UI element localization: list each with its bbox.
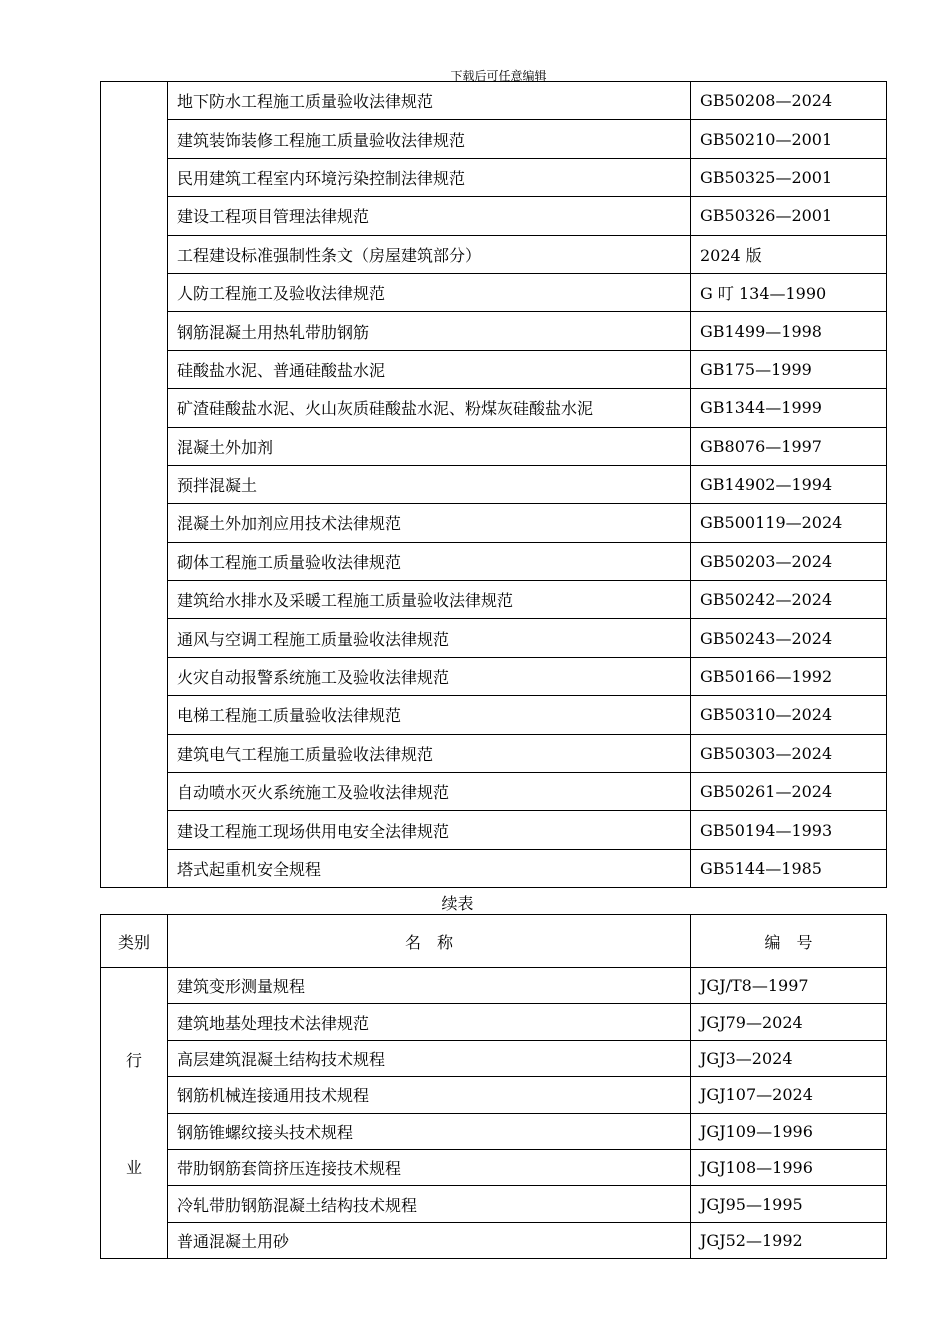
table-row — [101, 542, 887, 580]
header-category: 类别 — [101, 915, 168, 968]
standard-name: 人防工程施工及验收法律规范 — [168, 273, 691, 311]
continued-label: 续表 — [441, 894, 474, 913]
table-row — [101, 696, 887, 734]
standard-name: 普通混凝土用砂 — [168, 1222, 691, 1258]
standard-name: 自动喷水灭火系统施工及验收法律规范 — [168, 773, 691, 811]
standard-name: 建筑地基处理技术法律规范 — [168, 1004, 691, 1040]
table-row — [101, 389, 887, 427]
standard-name: 高层建筑混凝土结构技术规程 — [168, 1040, 691, 1076]
table-row — [101, 120, 887, 158]
standard-code: JGJ79—2024 — [691, 1004, 887, 1040]
table-row — [101, 1186, 887, 1222]
standard-code: GB175—1999 — [691, 350, 887, 388]
standard-name: 混凝土外加剂 — [168, 427, 691, 465]
standard-name: 带肋钢筋套筒挤压连接技术规程 — [168, 1149, 691, 1185]
table-row — [101, 273, 887, 311]
table-row — [101, 773, 887, 811]
standard-code: GB50194—1993 — [691, 811, 887, 849]
table-row — [101, 1113, 887, 1149]
standard-name: 矿渣硅酸盐水泥、火山灰质硅酸盐水泥、粉煤灰硅酸盐水泥 — [168, 389, 691, 427]
standard-name: 通风与空调工程施工质量验收法律规范 — [168, 619, 691, 657]
standard-code: GB50326—2001 — [691, 197, 887, 235]
table-row — [101, 811, 887, 849]
standard-code: GB50325—2001 — [691, 158, 887, 196]
standard-code: JGJ107—2024 — [691, 1077, 887, 1113]
standard-code: GB50261—2024 — [691, 773, 887, 811]
header-name: 名 称 — [168, 915, 691, 968]
table-row — [101, 968, 887, 1004]
standard-name: 火灾自动报警系统施工及验收法律规范 — [168, 657, 691, 695]
standards-table-continued — [100, 81, 887, 888]
category-char-2: 业 — [125, 1158, 142, 1178]
standard-code: GB50303—2024 — [691, 734, 887, 772]
standard-name: 建筑电气工程施工质量验收法律规范 — [168, 734, 691, 772]
standard-code: GB1499—1998 — [691, 312, 887, 350]
category-char-1: 行 — [125, 1051, 142, 1071]
standard-code: GB50242—2024 — [691, 581, 887, 619]
standard-code: JGJ109—1996 — [691, 1113, 887, 1149]
standard-name: 钢筋机械连接通用技术规程 — [168, 1077, 691, 1113]
table-row — [101, 465, 887, 503]
standard-code: JGJ108—1996 — [691, 1149, 887, 1185]
standard-name: 预拌混凝土 — [168, 465, 691, 503]
table-row — [101, 427, 887, 465]
table-row — [101, 82, 887, 120]
standard-code: 2024 版 — [691, 235, 887, 273]
table-row — [101, 1077, 887, 1113]
standard-name: 冷轧带肋钢筋混凝土结构技术规程 — [168, 1186, 691, 1222]
standard-code: GB50203—2024 — [691, 542, 887, 580]
header-note: 下载后可任意编辑 — [450, 69, 547, 83]
table-row — [101, 312, 887, 350]
table-row — [101, 657, 887, 695]
table-row — [101, 1040, 887, 1076]
table-row — [101, 350, 887, 388]
table-row — [101, 235, 887, 273]
standard-name: 建设工程项目管理法律规范 — [168, 197, 691, 235]
standard-code: G 叮 134—1990 — [691, 273, 887, 311]
table-header-row — [101, 915, 887, 968]
standard-name: 地下防水工程施工质量验收法律规范 — [168, 82, 691, 120]
standard-name: 硅酸盐水泥、普通硅酸盐水泥 — [168, 350, 691, 388]
table-row — [101, 1149, 887, 1185]
table-row — [101, 849, 887, 887]
standard-code: GB50166—1992 — [691, 657, 887, 695]
table-row — [101, 1004, 887, 1040]
standard-name: 混凝土外加剂应用技术法律规范 — [168, 504, 691, 542]
table-row — [101, 197, 887, 235]
table-row — [101, 581, 887, 619]
standard-name: 电梯工程施工质量验收法律规范 — [168, 696, 691, 734]
standard-name: 钢筋混凝土用热轧带肋钢筋 — [168, 312, 691, 350]
standard-name: 钢筋锥螺纹接头技术规程 — [168, 1113, 691, 1149]
table-row — [101, 619, 887, 657]
standard-code: GB50210—2001 — [691, 120, 887, 158]
standard-name: 建设工程施工现场供用电安全法律规范 — [168, 811, 691, 849]
standard-name: 建筑给水排水及采暖工程施工质量验收法律规范 — [168, 581, 691, 619]
table-row — [101, 158, 887, 196]
standard-code: GB8076—1997 — [691, 427, 887, 465]
standard-code: GB14902—1994 — [691, 465, 887, 503]
standard-code: GB5144—1985 — [691, 849, 887, 887]
table-row — [101, 1222, 887, 1258]
standard-name: 砌体工程施工质量验收法律规范 — [168, 542, 691, 580]
standard-code: GB50208—2024 — [691, 82, 887, 120]
header-code: 编 号 — [691, 915, 887, 968]
category-cell — [101, 968, 168, 1259]
standard-name: 民用建筑工程室内环境污染控制法律规范 — [168, 158, 691, 196]
standard-name: 建筑变形测量规程 — [168, 968, 691, 1004]
standard-code: GB500119—2024 — [691, 504, 887, 542]
standard-code: JGJ/T8—1997 — [691, 968, 887, 1004]
category-cell — [101, 82, 168, 888]
standard-name: 塔式起重机安全规程 — [168, 849, 691, 887]
table-row — [101, 504, 887, 542]
standard-code: JGJ95—1995 — [691, 1186, 887, 1222]
standard-name: 工程建设标准强制性条文（房屋建筑部分） — [168, 235, 691, 273]
standard-code: GB50310—2024 — [691, 696, 887, 734]
industry-standards-table — [100, 914, 887, 1259]
standard-code: JGJ3—2024 — [691, 1040, 887, 1076]
table-row — [101, 734, 887, 772]
standard-code: GB50243—2024 — [691, 619, 887, 657]
standard-name: 建筑装饰装修工程施工质量验收法律规范 — [168, 120, 691, 158]
standard-code: JGJ52—1992 — [691, 1222, 887, 1258]
standard-code: GB1344—1999 — [691, 389, 887, 427]
